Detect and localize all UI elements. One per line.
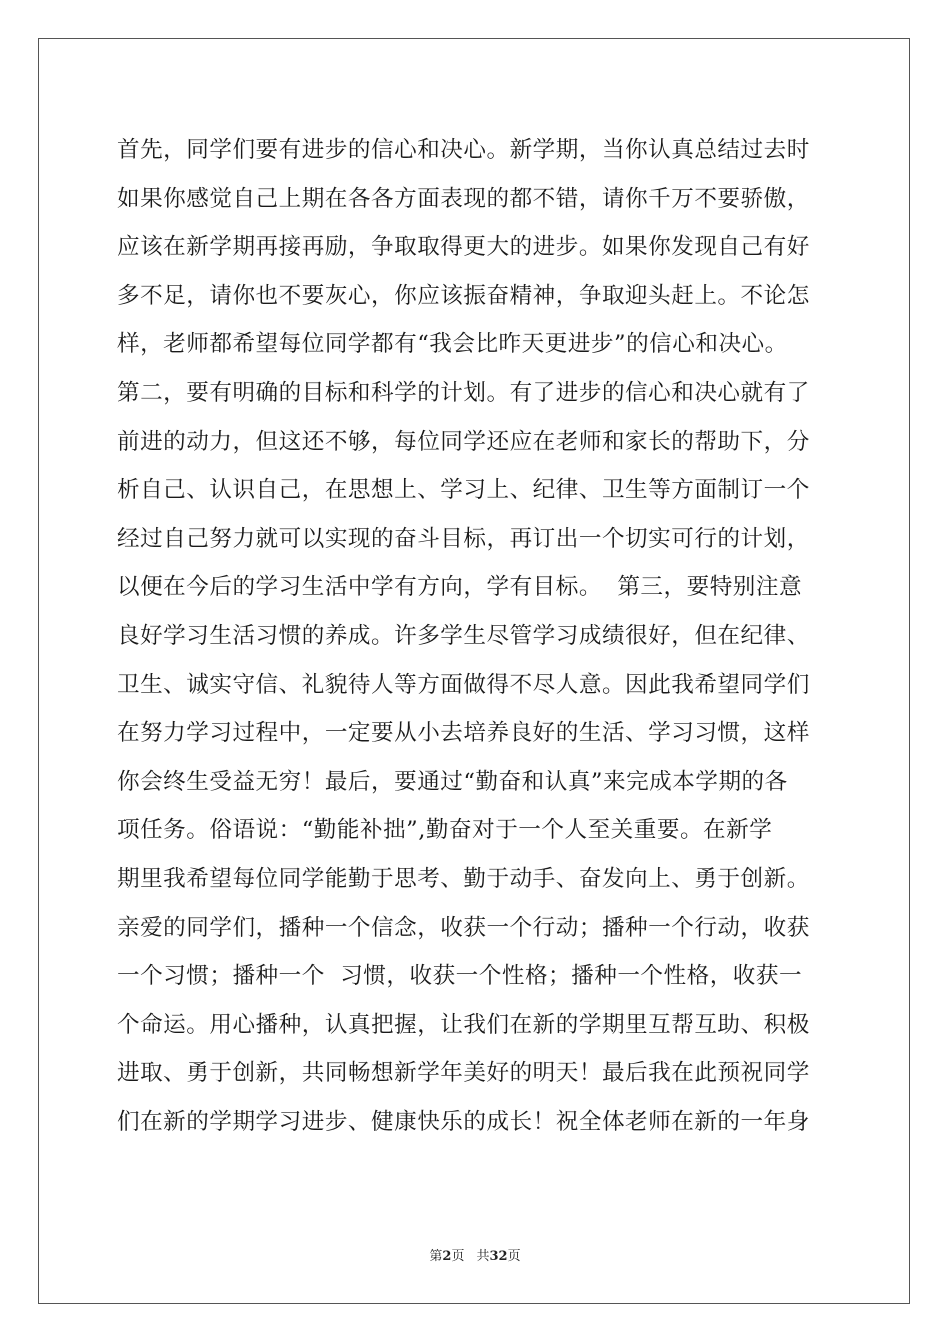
page-prefix: 第 [429,1249,443,1264]
page-suffix: 页 [451,1249,465,1264]
text-line: 项任务。俗语说：“勤能补拙”,勤奋对于一个人至关重要。在新学 [117,817,773,844]
text-line: 亲爱的同学们，播种一个信念，收获一个行动；播种一个行动，收获 [117,914,810,941]
text-line: 经过自己努力就可以实现的奋斗目标，再订出一个切实可行的计划， [117,525,810,552]
text-line: 前进的动力，但这还不够，每位同学还应在老师和家长的帮助下，分 [117,428,810,455]
text-line: 析自己、认识自己，在思想上、学习上、纪律、卫生等方面制订一个 [117,477,810,504]
text-line: 一个习惯；播种一个 习惯，收获一个性格；播种一个性格，收获一 [117,963,803,990]
text-line: 个命运。用心播种，认真把握，让我们在新的学期里互帮互助、积极 [117,1011,810,1038]
page-number: 2 [442,1249,452,1264]
total-pages: 32 [489,1249,508,1264]
total-prefix: 共 [476,1249,490,1264]
text-line: 多不足，请你也不要灰心，你应该振奋精神，争取迎头赶上。不论怎 [117,282,810,309]
text-line: 以便在今后的学习生活中学有方向，学有目标。 第三，要特别注意 [117,574,803,601]
text-line: 们在新的学期学习进步、健康快乐的成长！祝全体老师在新的一年身 [117,1108,810,1135]
text-line: 在努力学习过程中，一定要从小去培养良好的生活、学习习惯，这样 [117,720,810,747]
text-line: 卫生、诚实守信、礼貌待人等方面做得不尽人意。因此我希望同学们 [117,671,810,698]
text-line: 样，老师都希望每位同学都有“我会比昨天更进步”的信心和决心。 [117,331,788,358]
text-line: 如果你感觉自己上期在各各方面表现的都不错，请你千万不要骄傲， [117,185,810,212]
text-line: 进取、勇于创新，共同畅想新学年美好的明天！最后我在此预祝同学 [117,1060,810,1087]
text-line: 首先，同学们要有进步的信心和决心。新学期，当你认真总结过去时 [117,137,810,163]
text-line: 应该在新学期再接再励，争取取得更大的进步。如果你发现自己有好 [117,234,810,261]
text-line: 良好学习生活习惯的养成。许多学生尽管学习成绩很好，但在纪律、 [117,622,810,649]
text-line: 期里我希望每位同学能勤于思考、勤于动手、奋发向上、勇于创新。 [117,865,810,892]
body-text [117,126,833,1146]
text-line: 第二，要有明确的目标和科学的计划。有了进步的信心和决心就有了 [117,379,810,406]
text-line: 你会终生受益无穷！最后，要通过“勤奋和认真”来完成本学期的各 [117,768,788,795]
total-suffix: 页 [507,1249,521,1264]
page-footer [0,1245,950,1264]
